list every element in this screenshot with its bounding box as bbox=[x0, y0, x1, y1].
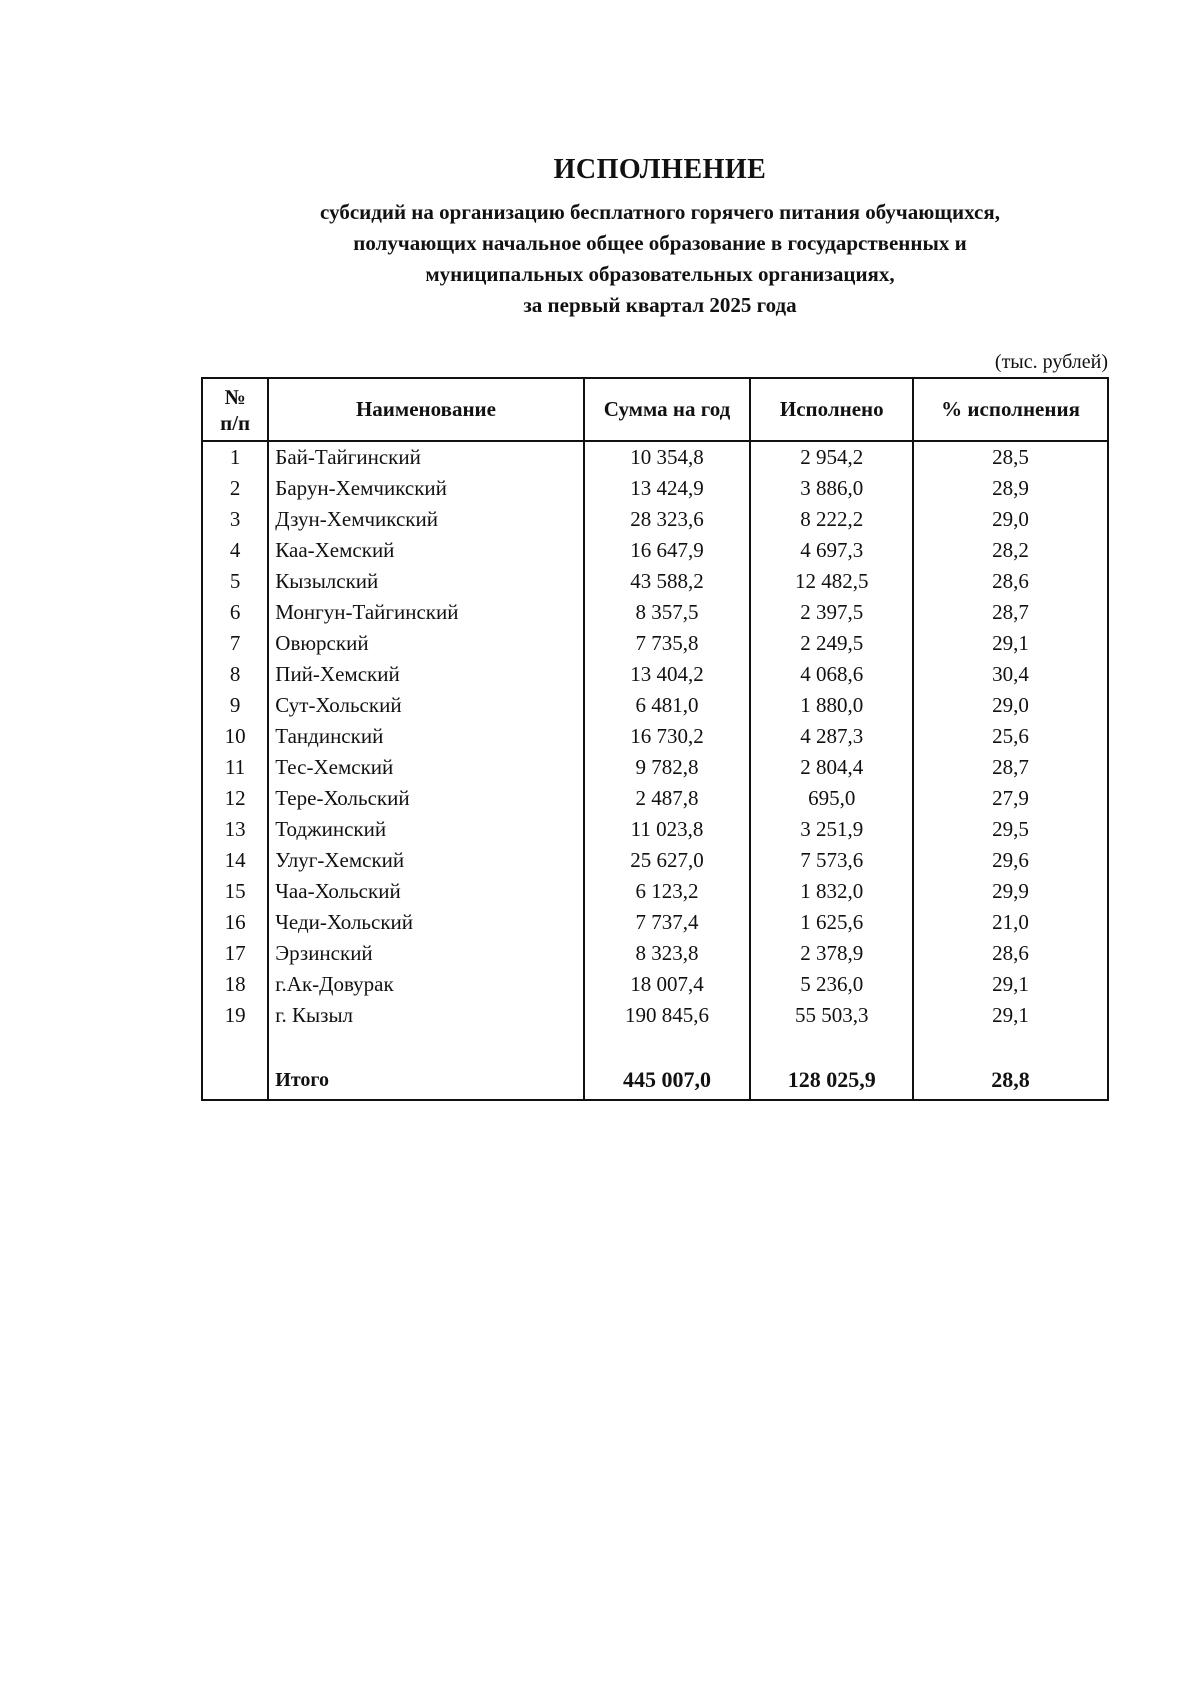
header-number-line1: № bbox=[224, 384, 246, 409]
table-row bbox=[202, 597, 1108, 628]
row-executed: 2 249,5 bbox=[750, 628, 913, 659]
row-name: г. Кызыл bbox=[268, 1000, 583, 1031]
header-number bbox=[202, 378, 268, 441]
row-execution-percent: 29,5 bbox=[913, 814, 1108, 845]
header-annual-sum: Сумма на год bbox=[584, 378, 751, 441]
row-number: 2 bbox=[202, 473, 268, 504]
row-execution-percent: 29,9 bbox=[913, 876, 1108, 907]
row-name: Дзун-Хемчикский bbox=[268, 504, 583, 535]
row-annual-sum: 10 354,8 bbox=[584, 441, 751, 473]
table-row bbox=[202, 876, 1108, 907]
total-executed: 128 025,9 bbox=[750, 1063, 913, 1100]
document-title: ИСПОЛНЕНИЕ bbox=[553, 154, 767, 185]
row-name: Овюрский bbox=[268, 628, 583, 659]
table-row bbox=[202, 504, 1108, 535]
row-executed: 55 503,3 bbox=[750, 1000, 913, 1031]
row-name: Тере-Хольский bbox=[268, 783, 583, 814]
row-execution-percent: 29,0 bbox=[913, 690, 1108, 721]
row-execution-percent: 29,1 bbox=[913, 1000, 1108, 1031]
table-header bbox=[202, 378, 1108, 441]
row-executed: 3 886,0 bbox=[750, 473, 913, 504]
row-executed: 695,0 bbox=[750, 783, 913, 814]
row-execution-percent: 28,9 bbox=[913, 473, 1108, 504]
total-number-cell bbox=[202, 1063, 268, 1100]
row-execution-percent: 27,9 bbox=[913, 783, 1108, 814]
row-executed: 2 804,4 bbox=[750, 752, 913, 783]
row-annual-sum: 7 737,4 bbox=[584, 907, 751, 938]
row-name: г.Ак-Довурак bbox=[268, 969, 583, 1000]
row-number: 4 bbox=[202, 535, 268, 566]
subtitle-line: муниципальных образовательных организациях, bbox=[425, 262, 895, 286]
header-executed: Исполнено bbox=[750, 378, 913, 441]
row-executed: 7 573,6 bbox=[750, 845, 913, 876]
row-annual-sum: 16 647,9 bbox=[584, 535, 751, 566]
row-execution-percent: 28,6 bbox=[913, 938, 1108, 969]
row-execution-percent: 28,2 bbox=[913, 535, 1108, 566]
execution-table bbox=[201, 377, 1109, 1101]
row-number: 3 bbox=[202, 504, 268, 535]
row-annual-sum: 6 123,2 bbox=[584, 876, 751, 907]
table-row bbox=[202, 690, 1108, 721]
row-name: Барун-Хемчикский bbox=[268, 473, 583, 504]
spacer-row bbox=[202, 1031, 1108, 1063]
row-annual-sum: 43 588,2 bbox=[584, 566, 751, 597]
row-number: 5 bbox=[202, 566, 268, 597]
row-number: 7 bbox=[202, 628, 268, 659]
title-block bbox=[200, 153, 1120, 321]
table-row bbox=[202, 969, 1108, 1000]
table-row bbox=[202, 752, 1108, 783]
row-number: 6 bbox=[202, 597, 268, 628]
row-number: 19 bbox=[202, 1000, 268, 1031]
row-executed: 12 482,5 bbox=[750, 566, 913, 597]
table-row bbox=[202, 938, 1108, 969]
row-name: Кызылский bbox=[268, 566, 583, 597]
row-annual-sum: 28 323,6 bbox=[584, 504, 751, 535]
row-name: Каа-Хемский bbox=[268, 535, 583, 566]
row-execution-percent: 29,1 bbox=[913, 969, 1108, 1000]
row-execution-percent: 28,5 bbox=[913, 441, 1108, 473]
row-annual-sum: 8 323,8 bbox=[584, 938, 751, 969]
row-executed: 2 397,5 bbox=[750, 597, 913, 628]
row-execution-percent: 29,1 bbox=[913, 628, 1108, 659]
row-number: 18 bbox=[202, 969, 268, 1000]
row-name: Улуг-Хемский bbox=[268, 845, 583, 876]
row-executed: 1 880,0 bbox=[750, 690, 913, 721]
table-row bbox=[202, 535, 1108, 566]
table-row bbox=[202, 783, 1108, 814]
table-row bbox=[202, 1000, 1108, 1031]
row-executed: 8 222,2 bbox=[750, 504, 913, 535]
row-name: Бай-Тайгинский bbox=[268, 441, 583, 473]
table-row bbox=[202, 628, 1108, 659]
row-number: 15 bbox=[202, 876, 268, 907]
row-executed: 4 697,3 bbox=[750, 535, 913, 566]
table-row bbox=[202, 473, 1108, 504]
row-number: 14 bbox=[202, 845, 268, 876]
row-annual-sum: 18 007,4 bbox=[584, 969, 751, 1000]
row-annual-sum: 9 782,8 bbox=[584, 752, 751, 783]
header-execution-percent: % исполнения bbox=[913, 378, 1108, 441]
row-annual-sum: 8 357,5 bbox=[584, 597, 751, 628]
total-row bbox=[202, 1063, 1108, 1100]
row-annual-sum: 7 735,8 bbox=[584, 628, 751, 659]
total-execution-percent: 28,8 bbox=[913, 1063, 1108, 1100]
row-executed: 4 287,3 bbox=[750, 721, 913, 752]
row-annual-sum: 13 424,9 bbox=[584, 473, 751, 504]
subtitle-line: за первый квартал 2025 года bbox=[523, 293, 797, 317]
row-annual-sum: 16 730,2 bbox=[584, 721, 751, 752]
row-execution-percent: 28,7 bbox=[913, 597, 1108, 628]
table-row bbox=[202, 566, 1108, 597]
table-row bbox=[202, 721, 1108, 752]
row-execution-percent: 28,7 bbox=[913, 752, 1108, 783]
subtitle-line: получающих начальное общее образование в государственных и bbox=[353, 231, 967, 255]
row-execution-percent: 25,6 bbox=[913, 721, 1108, 752]
row-execution-percent: 29,0 bbox=[913, 504, 1108, 535]
row-number: 8 bbox=[202, 659, 268, 690]
row-name: Пий-Хемский bbox=[268, 659, 583, 690]
row-number: 13 bbox=[202, 814, 268, 845]
row-number: 11 bbox=[202, 752, 268, 783]
row-number: 16 bbox=[202, 907, 268, 938]
row-number: 12 bbox=[202, 783, 268, 814]
row-executed: 3 251,9 bbox=[750, 814, 913, 845]
row-name: Чаа-Хольский bbox=[268, 876, 583, 907]
row-annual-sum: 190 845,6 bbox=[584, 1000, 751, 1031]
row-name: Сут-Хольский bbox=[268, 690, 583, 721]
row-execution-percent: 21,0 bbox=[913, 907, 1108, 938]
unit-note: (тыс. рублей) bbox=[994, 351, 1108, 373]
header-number-line2: п/п bbox=[220, 410, 251, 435]
row-annual-sum: 11 023,8 bbox=[584, 814, 751, 845]
total-label: Итого bbox=[268, 1063, 583, 1100]
subtitle-line: субсидий на организацию бесплатного горячего питания обучающихся, bbox=[320, 200, 1000, 224]
total-annual-sum: 445 007,0 bbox=[584, 1063, 751, 1100]
table-row bbox=[202, 659, 1108, 690]
row-executed: 2 378,9 bbox=[750, 938, 913, 969]
table-row bbox=[202, 441, 1108, 473]
row-executed: 1 832,0 bbox=[750, 876, 913, 907]
row-annual-sum: 25 627,0 bbox=[584, 845, 751, 876]
row-number: 1 bbox=[202, 441, 268, 473]
row-annual-sum: 2 487,8 bbox=[584, 783, 751, 814]
table-row bbox=[202, 845, 1108, 876]
row-annual-sum: 6 481,0 bbox=[584, 690, 751, 721]
row-name: Тоджинский bbox=[268, 814, 583, 845]
row-annual-sum: 13 404,2 bbox=[584, 659, 751, 690]
row-executed: 4 068,6 bbox=[750, 659, 913, 690]
row-name: Чеди-Хольский bbox=[268, 907, 583, 938]
row-name: Эрзинский bbox=[268, 938, 583, 969]
row-executed: 1 625,6 bbox=[750, 907, 913, 938]
row-name: Монгун-Тайгинский bbox=[268, 597, 583, 628]
row-name: Тес-Хемский bbox=[268, 752, 583, 783]
row-execution-percent: 29,6 bbox=[913, 845, 1108, 876]
row-number: 9 bbox=[202, 690, 268, 721]
row-execution-percent: 30,4 bbox=[913, 659, 1108, 690]
row-number: 10 bbox=[202, 721, 268, 752]
row-name: Тандинский bbox=[268, 721, 583, 752]
header-row bbox=[202, 378, 1108, 441]
row-number: 17 bbox=[202, 938, 268, 969]
table-row bbox=[202, 907, 1108, 938]
row-executed: 2 954,2 bbox=[750, 441, 913, 473]
header-name: Наименование bbox=[268, 378, 583, 441]
row-executed: 5 236,0 bbox=[750, 969, 913, 1000]
table-row bbox=[202, 814, 1108, 845]
table-body bbox=[202, 441, 1108, 1100]
row-execution-percent: 28,6 bbox=[913, 566, 1108, 597]
